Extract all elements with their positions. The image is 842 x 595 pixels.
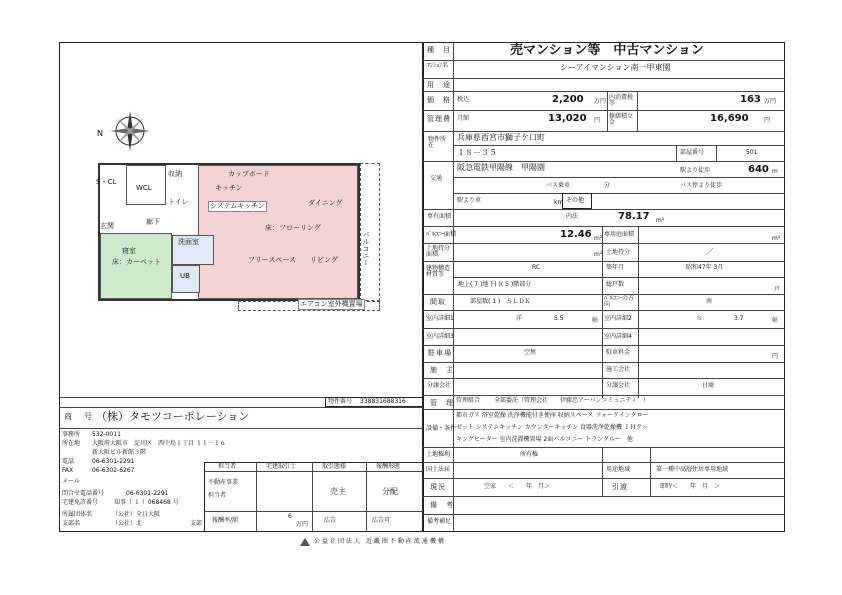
outdoor-unit-label: エアコン室外機置場 bbox=[300, 300, 363, 308]
kanri-k3: 全部委託（管理会社 伊藤忠アーバンコミュニティ ） bbox=[494, 397, 649, 404]
eki-car: 駅より車 bbox=[457, 197, 482, 204]
menkyo: 知事（ １ ）068468 号 bbox=[114, 499, 179, 506]
balcony-area: 12.46 bbox=[560, 229, 592, 240]
shitsu2-label: 室内詳細2 bbox=[604, 315, 632, 322]
agent-col-3 bbox=[366, 462, 367, 532]
toiawase-label: 問合せ電話番号 bbox=[62, 490, 105, 497]
floor-plan bbox=[60, 43, 422, 397]
lower-col-div-2 bbox=[650, 447, 651, 496]
shitsu2-type: Ｓ bbox=[696, 315, 703, 322]
row-line-4 bbox=[423, 110, 785, 111]
transport-line: 阪急電鉄甲陽線 甲陽園 bbox=[457, 163, 545, 172]
heya: 501 bbox=[746, 149, 758, 156]
row-line-21 bbox=[423, 395, 785, 396]
taiyou-label: 取引態様 bbox=[322, 463, 347, 470]
price-unit: 万円 bbox=[594, 98, 607, 105]
madori: 部屋数( 1 ) ＳＬＤＫ bbox=[470, 298, 531, 305]
row-line-19 bbox=[423, 362, 785, 363]
compass-icon bbox=[108, 109, 152, 153]
price-col-div bbox=[607, 91, 608, 131]
row-line-27 bbox=[423, 514, 785, 515]
houshu-unit: 万円 bbox=[296, 521, 309, 528]
room-bath: UB bbox=[180, 272, 190, 280]
mansion-label: ﾏﾝｼｮﾝ名 bbox=[427, 62, 449, 69]
shitsu3-label: 室内詳細3 bbox=[426, 333, 454, 340]
mail-label: メール bbox=[62, 478, 80, 485]
tantou: 不動産事業 bbox=[208, 479, 239, 486]
toiawase: 06-6301-2291 bbox=[126, 490, 169, 497]
row-line-9 bbox=[453, 193, 785, 194]
kokudo-label: 国土法届 bbox=[426, 466, 451, 473]
row-line-23 bbox=[423, 447, 785, 448]
kanri-label: 管理費 bbox=[427, 115, 451, 123]
agent-col-2 bbox=[312, 462, 313, 532]
bukken-no: 338831688316 bbox=[360, 398, 406, 405]
shibu-label: 支部名 bbox=[62, 520, 81, 527]
room-entrance: 玄関 bbox=[100, 222, 114, 230]
senyou-label: 専用庭面積 bbox=[604, 231, 635, 238]
room-toilet: トイレ bbox=[168, 198, 189, 206]
shozai-label: 物件所在 bbox=[428, 136, 447, 149]
heya-label: 部屋番号 bbox=[680, 149, 705, 156]
row-line-16 bbox=[423, 310, 785, 311]
eki-toho: 駅より徒歩 bbox=[680, 167, 711, 174]
shitsu2: 3.7 bbox=[734, 315, 744, 322]
shitsu1-type: 洋 bbox=[516, 315, 523, 322]
spec-label-col bbox=[453, 42, 454, 532]
address-2: 新大阪ビル新館３階 bbox=[92, 449, 147, 456]
kouzou-label: 建物構造材質等 bbox=[426, 265, 451, 278]
shibu: （公社）北 bbox=[112, 520, 143, 527]
jimusho-label: 事務所 bbox=[62, 431, 81, 438]
compass-north-label: N bbox=[97, 129, 103, 138]
tochi-unit: m² bbox=[594, 251, 603, 258]
setsubi-3: キングヒーター 室内洗濯機置場 2面バルコニー トランクルー 他 bbox=[456, 436, 633, 443]
bukken-no-label: 物件番号 bbox=[328, 398, 353, 405]
footer-org: 公益社団法人 近畿圏不動産流通機構 bbox=[314, 538, 446, 545]
address-1: 大阪府大阪市 淀川区 西中島１丁目 １１－１６ bbox=[92, 440, 226, 447]
chiku: 昭和47年 3月 bbox=[686, 264, 724, 271]
room-kitchen: キッチン bbox=[215, 184, 243, 192]
madori-label: 間取 bbox=[430, 298, 446, 306]
row-line-5 bbox=[423, 131, 785, 132]
price-col-div-2 bbox=[637, 91, 638, 131]
sonota: その他 bbox=[566, 197, 585, 204]
muki: 南 bbox=[706, 298, 713, 305]
shuzen-label: 修繕積立金 bbox=[609, 113, 634, 126]
taiyou: 売主 bbox=[330, 487, 346, 496]
shitsu1-unit: 帖 bbox=[592, 317, 599, 324]
kanri-k2-label: 管 理 bbox=[430, 399, 454, 407]
genkyo-label: 現況 bbox=[430, 483, 446, 491]
setsubi-1: 都市ガス 浴室乾燥 洗浄機能付き便座 収納スペース フォークインクロー bbox=[456, 412, 649, 419]
kai: 地上( 7 )地下( )( 5 )階部分 bbox=[458, 281, 532, 288]
shozaichi-label: 所在地 bbox=[62, 440, 81, 447]
kenri-label: 土地持分 bbox=[606, 249, 631, 256]
row-line-18 bbox=[423, 345, 785, 346]
hikiwatashi-label: 引渡 bbox=[612, 483, 628, 491]
shitsu4-label: 室内詳細4 bbox=[604, 333, 632, 340]
chiku-label: 築年月 bbox=[606, 264, 625, 271]
chusha-ryo-label: 駐車料金 bbox=[606, 349, 631, 356]
youtochiiki-label: 用途地域 bbox=[606, 466, 631, 473]
shitsu1: 5.5 bbox=[554, 315, 564, 322]
row-line-22 bbox=[423, 409, 785, 410]
room-hallway: 廊下 bbox=[146, 218, 160, 226]
bikou-label: 備 考 bbox=[430, 501, 454, 509]
keitai: 分配 bbox=[382, 487, 398, 496]
room-free-space: フリースペース bbox=[248, 256, 297, 264]
houshu-label: 報酬率/額 bbox=[212, 517, 239, 524]
room-washroom: 洗面室 bbox=[178, 238, 199, 246]
km-unit: km bbox=[554, 199, 564, 206]
hikiwatashi: 即時＜ 年 月 ＞ bbox=[660, 483, 721, 490]
kakaku-sub: 税込 bbox=[457, 96, 470, 103]
kakaku-label: 価 格 bbox=[427, 96, 451, 104]
mansion-name: シーアイマンション南一甲東園 bbox=[560, 63, 671, 72]
row-line-13 bbox=[423, 261, 785, 262]
tel-label: 電話 bbox=[62, 458, 75, 465]
agent-row-2 bbox=[204, 511, 423, 512]
dantai-label: 所属団体名 bbox=[62, 511, 93, 518]
uchizei-unit: 万円 bbox=[764, 98, 777, 105]
soukosu-label: 総戸数 bbox=[606, 281, 625, 288]
hanbai-label: 分譲会社 bbox=[606, 382, 631, 389]
floor-area-unit: m² bbox=[656, 217, 665, 224]
shuzen-fee: 16,690 bbox=[710, 113, 749, 124]
kanri-fee: 13,020 bbox=[548, 113, 587, 124]
hanbai: 日商 bbox=[702, 382, 715, 389]
room-dining: ダイニング bbox=[308, 199, 343, 207]
walk-unit: m bbox=[772, 168, 778, 175]
tantou-2: 担当者 bbox=[208, 492, 227, 499]
system-kitchen-label: システムキッチン bbox=[210, 202, 265, 210]
heya-div-2 bbox=[716, 145, 717, 161]
row-line-17 bbox=[423, 328, 785, 329]
room-wcl: WCL bbox=[136, 184, 152, 192]
uchinori: 内法 bbox=[566, 213, 579, 220]
balcony-label-row: ﾊﾞﾙｺﾆｰ面積 bbox=[426, 231, 457, 238]
youto-label: 用 途 bbox=[427, 81, 451, 89]
bus-min: 分 bbox=[604, 182, 611, 189]
tantou-label: 担当者 bbox=[218, 463, 237, 470]
dantai: （公社）全日大阪 bbox=[112, 511, 161, 518]
row-line-12 bbox=[423, 243, 785, 244]
address-line-1: 兵庫県西宮市獅子ケ口町 bbox=[457, 133, 545, 142]
row-line-7 bbox=[423, 161, 785, 162]
bikou2-label: 備考補足 bbox=[427, 518, 452, 525]
bedroom-area bbox=[100, 233, 172, 299]
chusha-ryo-unit: 円 bbox=[772, 353, 779, 360]
row-line-6 bbox=[453, 145, 785, 146]
koukoku-label: 広告 bbox=[324, 517, 337, 524]
balcony-unit: m² bbox=[594, 235, 603, 242]
kanri-sub: 月額 bbox=[457, 115, 470, 122]
row-line-14 bbox=[453, 277, 785, 278]
floor-note: 床：フローリング bbox=[265, 224, 321, 232]
houshu: 6 bbox=[288, 513, 292, 520]
address-line-2: １８－３５ bbox=[457, 148, 497, 157]
setsubi-label: 設備・条件 bbox=[426, 425, 457, 432]
youtochiiki: 第一種中高層住居専用地域 bbox=[656, 466, 729, 473]
shitsu2-unit: 帖 bbox=[772, 317, 779, 324]
genkyo: 空家 ＜ 年 月＞ bbox=[484, 483, 551, 490]
chusha-label: 駐車場 bbox=[428, 349, 452, 357]
tochi-kenri: 所有権 bbox=[520, 451, 539, 458]
agent-col-1 bbox=[256, 462, 257, 532]
floor-area: 78.17 bbox=[618, 211, 650, 222]
keitai-label: 報酬形態 bbox=[376, 463, 401, 470]
kanri-unit: 円 bbox=[594, 117, 601, 124]
shitsu1-label: 室内詳細1 bbox=[426, 315, 454, 322]
tochi-label: 土地持分面積 bbox=[426, 245, 451, 258]
lower-col-div bbox=[602, 447, 603, 496]
zip: 532-0011 bbox=[92, 431, 121, 438]
sekou-label: 施 主 bbox=[430, 366, 454, 374]
bunjou-label: 分譲会社 bbox=[427, 382, 452, 389]
torihiki-label: 宅建取引士 bbox=[266, 463, 297, 470]
shogo: （株）タモツコーポレーション bbox=[96, 410, 250, 423]
room-bedroom-floor: 床：カーペット bbox=[112, 258, 161, 266]
menseki-label: 専有面積 bbox=[427, 213, 452, 220]
koutsu-label: 交通 bbox=[430, 175, 443, 182]
row-line-1 bbox=[423, 60, 785, 61]
row-line-10 bbox=[423, 209, 785, 210]
heya-div bbox=[676, 145, 677, 161]
row-line-2 bbox=[423, 78, 785, 79]
org-logo-icon bbox=[300, 538, 310, 546]
shibu-suffix: 支部 bbox=[190, 520, 203, 527]
koukoku: 広告可 bbox=[372, 517, 391, 524]
soukosu-unit: 戸 bbox=[774, 286, 781, 293]
room-storage: 収納 bbox=[168, 170, 182, 178]
bus-walk: バス停より徒歩 bbox=[680, 182, 723, 189]
cupboard-label: カップボード bbox=[228, 170, 270, 178]
bus-ride: バス乗車 bbox=[546, 182, 571, 189]
shogo-label: 商 号 bbox=[64, 412, 94, 421]
tochi-kenri-label: 土地権利 bbox=[426, 451, 451, 458]
mid-col-div-2 bbox=[638, 226, 639, 398]
row-line-3 bbox=[423, 91, 785, 92]
chusha: 空無 bbox=[524, 349, 537, 356]
row-line-20 bbox=[423, 378, 785, 379]
setsubi-2: ゼット システムキッチン カウンターキッチン 食器洗浄乾燥機 ＩＨクッ bbox=[456, 424, 648, 431]
shumoku-label: 種 目 bbox=[427, 46, 451, 54]
left-divider-2 bbox=[59, 407, 423, 408]
balcony-label: バルコニー bbox=[362, 231, 370, 266]
room-scl: S・CL bbox=[96, 178, 117, 186]
kanri-k2: 管理組合 bbox=[456, 397, 481, 404]
shuzen-unit: 円 bbox=[764, 117, 771, 124]
kouzou: RC bbox=[532, 264, 541, 271]
kousha-label: 施工会社 bbox=[606, 366, 631, 373]
price: 2,200 bbox=[552, 94, 584, 105]
uchizei-label: 内消費税等 bbox=[609, 94, 634, 107]
tel: 06-6301-2291 bbox=[92, 458, 135, 465]
agent-row-1 bbox=[204, 471, 423, 472]
uchizei: 163 bbox=[740, 94, 761, 105]
row-line-25 bbox=[423, 478, 785, 479]
room-bedroom: 寝室 bbox=[122, 247, 136, 255]
fax: 06-6302-6267 bbox=[92, 467, 135, 474]
senyou-unit: m² bbox=[772, 235, 781, 242]
walk-distance: 640 bbox=[748, 164, 769, 175]
kenri: ／ bbox=[706, 247, 714, 256]
row-line-8 bbox=[453, 177, 785, 178]
row-line-26 bbox=[423, 496, 785, 497]
row-line-11 bbox=[423, 226, 785, 227]
fax-label: FAX bbox=[62, 467, 74, 474]
listing-title: 売マンション等 中古マンション bbox=[510, 43, 704, 58]
row-line-24 bbox=[423, 462, 785, 463]
room-living: リビング bbox=[310, 256, 338, 264]
muki-label: ﾊﾞﾙｺﾆｰの方向 bbox=[604, 295, 635, 308]
left-divider-3 bbox=[59, 428, 423, 429]
menkyo-label: 宅建免許番号 bbox=[62, 499, 99, 506]
